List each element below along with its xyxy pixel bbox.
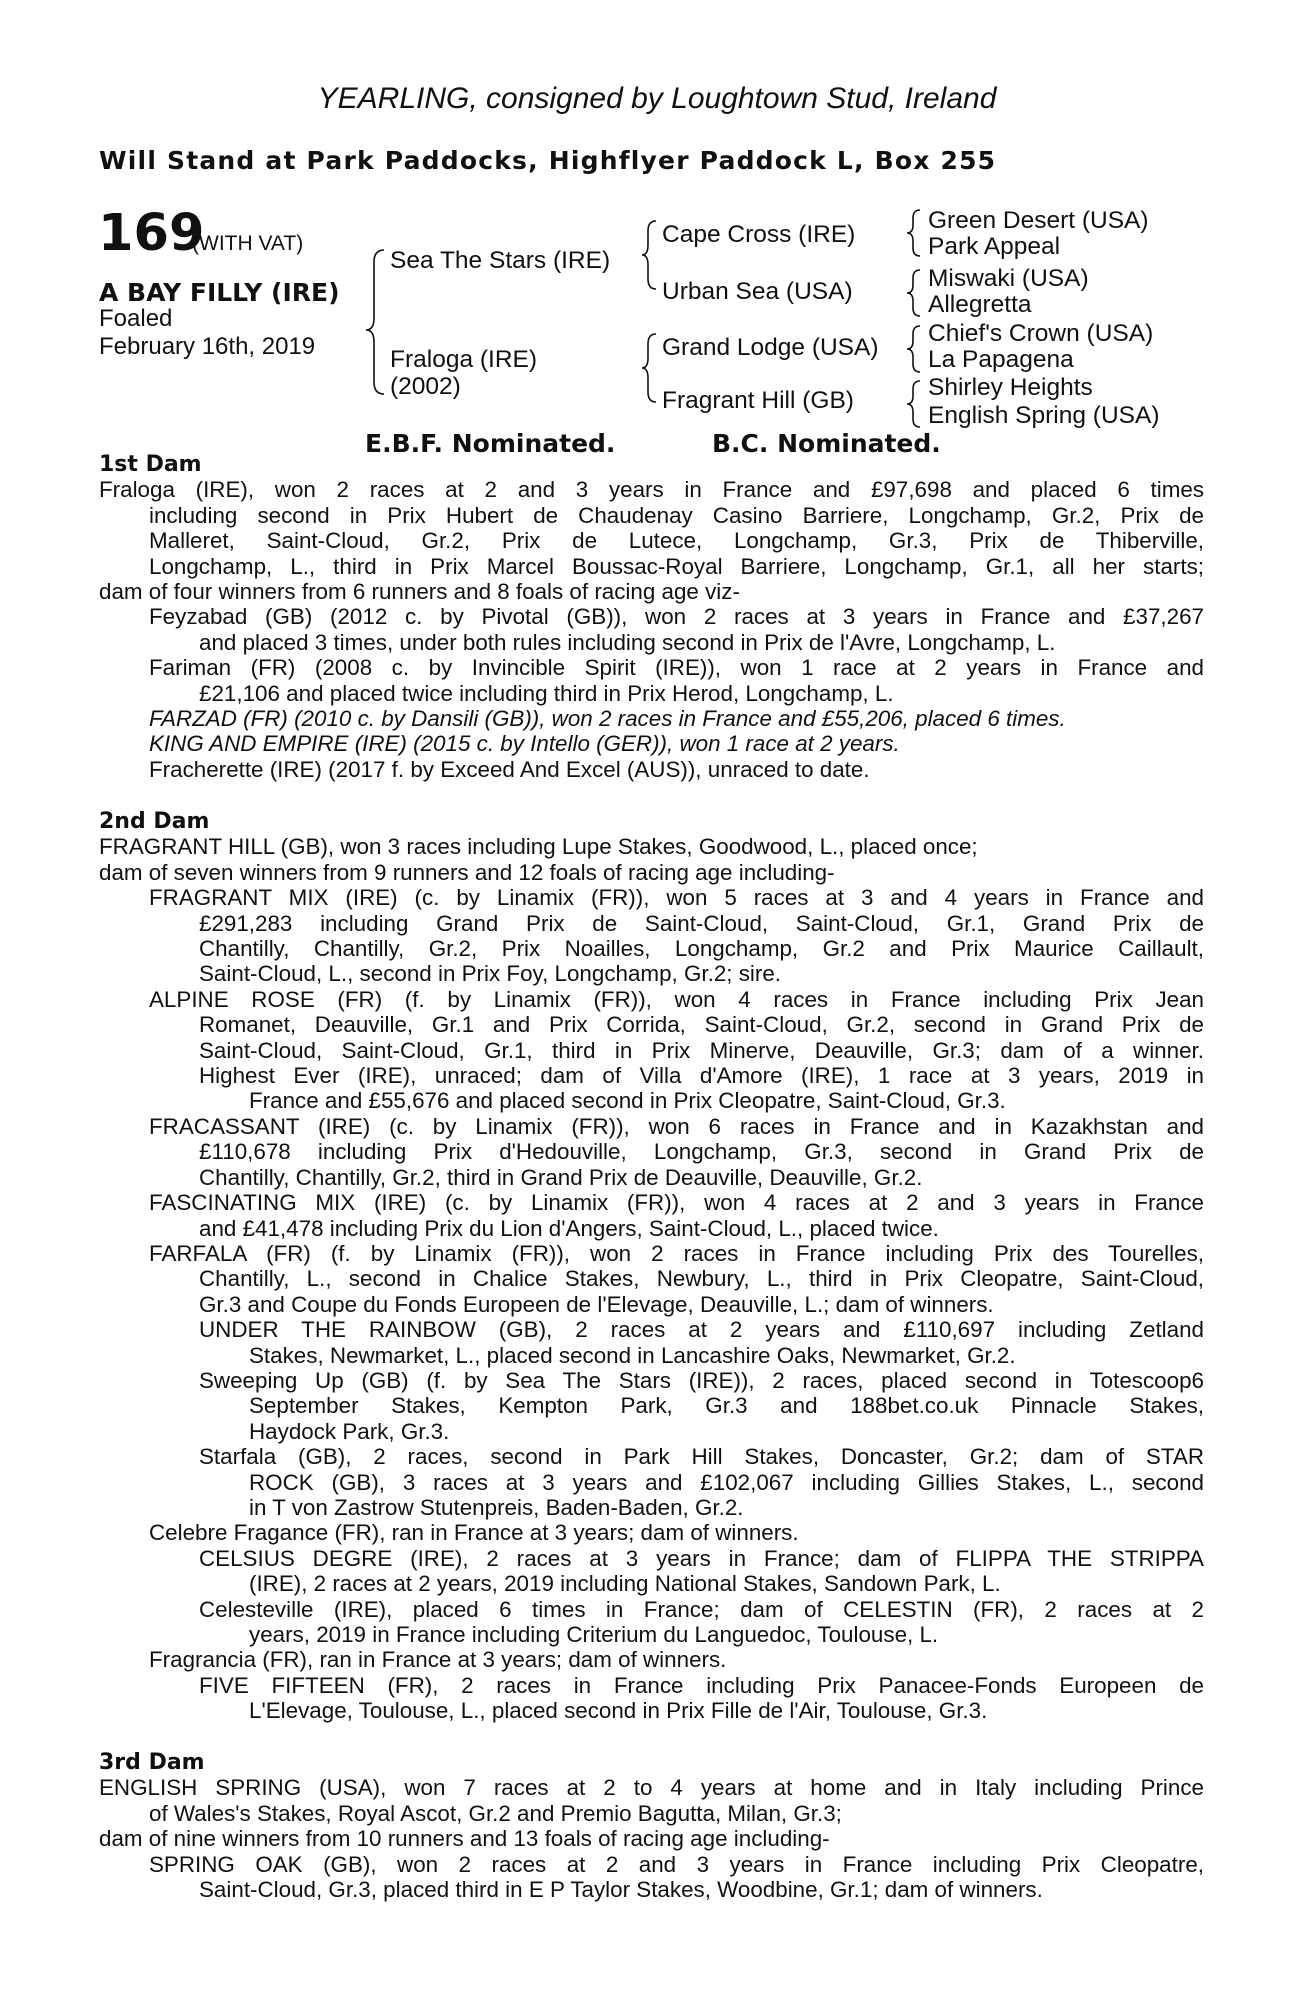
- bc-nominated: B.C. Nominated.: [712, 429, 941, 458]
- second-dam-line: UNDER THE RAINBOW (GB), 2 races at 2 years and £110,697 including Zetland: [199, 1317, 1204, 1343]
- second-dam-line: ALPINE ROSE (FR) (f. by Linamix (FR)), won 4 races in France including Prix Jean: [149, 986, 1204, 1012]
- second-dam-line: Sweeping Up (GB) (f. by Sea The Stars (IRE)), 2 races, placed second in Totescoop6: [199, 1367, 1204, 1393]
- pedigree-g3-5: Chief's Crown (USA): [928, 320, 1154, 347]
- bracket-gen3-d: [907, 381, 920, 427]
- second-dam-line: L'Elevage, Toulouse, L., placed second in Prix Fille de l'Air, Toulouse, Gr.3.: [249, 1698, 988, 1724]
- first-dam-line: Longchamp, L., third in Prix Marcel Boussac-Royal Barriere, Longchamp, Gr.1, all her starts;: [149, 553, 1204, 579]
- second-dam-line: Starfala (GB), 2 races, second in Park Hill Stakes, Doncaster, Gr.2; dam of STAR: [199, 1444, 1204, 1470]
- third-dam-line: Saint-Cloud, Gr.3, placed third in E P Taylor Stakes, Woodbine, Gr.1; dam of winners.: [199, 1877, 1043, 1903]
- pedigree-g3-2: Park Appeal: [928, 233, 1061, 260]
- pedigree-dam-year: (2002): [390, 373, 461, 400]
- second-dam-line: FRAGRANT MIX (IRE) (c. by Linamix (FR)), won 5 races at 3 and 4 years in France and: [149, 885, 1204, 911]
- bracket-gen2-dam: [642, 334, 656, 402]
- second-dam-line: (IRE), 2 races at 2 years, 2019 including National Stakes, Sandown Park, L.: [249, 1571, 1001, 1597]
- pedigree-sire-dam: Urban Sea (USA): [662, 278, 853, 305]
- second-dam-line: dam of seven winners from 9 runners and 12 foals of racing age including-: [99, 859, 835, 885]
- second-dam-line: France and £55,676 and placed second in Prix Cleopatre, Saint-Cloud, Gr.3.: [249, 1088, 1006, 1114]
- bracket-gen3-c: [907, 326, 920, 372]
- consignment-line: YEARLING, consigned by Loughtown Stud, Ireland: [317, 82, 997, 115]
- second-dam-line: £291,283 including Grand Prix de Saint-Cloud, Saint-Cloud, Gr.1, Grand Prix de: [199, 910, 1204, 936]
- second-dam-line: Saint-Cloud, Saint-Cloud, Gr.1, third in Prix Minerve, Deauville, Gr.3; dam of a winner.: [199, 1037, 1204, 1063]
- vat-note: (WITH VAT): [192, 232, 304, 255]
- second-dam-line: Romanet, Deauville, Gr.1 and Prix Corrida, Saint-Cloud, Gr.2, second in Grand Prix de: [199, 1012, 1204, 1038]
- second-dam-line: Fragrancia (FR), ran in France at 3 years; dam of winners.: [149, 1647, 727, 1673]
- third-dam-line: dam of nine winners from 10 runners and 13 foals of racing age including-: [99, 1826, 830, 1852]
- horse-description: A BAY FILLY (IRE): [99, 278, 340, 307]
- first-dam-line: dam of four winners from 6 runners and 8 foals of racing age viz-: [99, 579, 740, 605]
- pedigree-sire: Sea The Stars (IRE): [390, 247, 611, 274]
- first-dam-heading: 1st Dam: [99, 452, 202, 477]
- pedigree-dam-sire: Grand Lodge (USA): [662, 334, 879, 361]
- second-dam-line: FASCINATING MIX (IRE) (c. by Linamix (FR)), won 4 races at 2 and 3 years in France: [149, 1190, 1204, 1216]
- second-dam-line: Saint-Cloud, L., second in Prix Foy, Longchamp, Gr.2; sire.: [199, 961, 782, 987]
- second-dam-line: FIVE FIFTEEN (FR), 2 races in France including Prix Panacee-Fonds Europeen de: [199, 1672, 1204, 1698]
- bracket-gen3-a: [907, 210, 920, 256]
- second-dam-line: Celesteville (IRE), placed 6 times in France; dam of CELESTIN (FR), 2 races at 2: [199, 1596, 1204, 1622]
- stand-location: Will Stand at Park Paddocks, Highflyer Paddock L, Box 255: [99, 146, 997, 175]
- first-dam-line: Fraloga (IRE), won 2 races at 2 and 3 years in France and £97,698 and placed 6 times: [99, 477, 1204, 503]
- first-dam-line: including second in Prix Hubert de Chaudenay Casino Barriere, Longchamp, Gr.2, Prix de: [149, 502, 1204, 528]
- first-dam-line: Fariman (FR) (2008 c. by Invincible Spirit (IRE)), won 1 race at 2 years in France and: [149, 655, 1204, 681]
- pedigree-sire-sire: Cape Cross (IRE): [662, 221, 856, 248]
- second-dam-line: and £41,478 including Prix du Lion d'Angers, Saint-Cloud, L., placed twice.: [199, 1215, 939, 1241]
- first-dam-line: and placed 3 times, under both rules including second in Prix de l'Avre, Longchamp, L.: [199, 629, 1056, 655]
- third-dam-section: [99, 1750, 1204, 1902]
- second-dam-line: Chantilly, Chantilly, Gr.2, third in Grand Prix de Deauville, Deauville, Gr.2.: [199, 1164, 923, 1190]
- second-dam-line: September Stakes, Kempton Park, Gr.3 and 188bet.co.uk Pinnacle Stakes,: [249, 1393, 1204, 1419]
- second-dam-line: £110,678 including Prix d'Hedouville, Longchamp, Gr.3, second in Grand Prix de: [199, 1139, 1204, 1165]
- second-dam-heading: 2nd Dam: [99, 809, 210, 834]
- first-dam-line: Feyzabad (GB) (2012 c. by Pivotal (GB)), won 2 races at 3 years in France and £37,267: [149, 604, 1204, 630]
- pedigree-g3-3: Miswaki (USA): [928, 265, 1089, 292]
- second-dam-line: FARFALA (FR) (f. by Linamix (FR)), won 2 races in France including Prix des Tourelles,: [149, 1240, 1204, 1266]
- foaled-label: Foaled: [99, 305, 173, 332]
- pedigree-dam-dam: Fragrant Hill (GB): [662, 387, 854, 414]
- first-dam-line: KING AND EMPIRE (IRE) (2015 c. by Intello (GER)), won 1 race at 2 years.: [149, 731, 900, 757]
- third-dam-line: SPRING OAK (GB), won 2 races at 2 and 3 years in France including Prix Cleopatre,: [149, 1851, 1204, 1877]
- second-dam-line: Chantilly, L., second in Chalice Stakes, Newbury, L., third in Prix Cleopatre, Saint-Cloud,: [199, 1266, 1204, 1292]
- second-dam-line: years, 2019 in France including Criterium du Languedoc, Toulouse, L.: [249, 1622, 939, 1647]
- ebf-nominated: E.B.F. Nominated.: [365, 429, 616, 458]
- bracket-gen3-b: [907, 270, 920, 316]
- pedigree-g3-1: Green Desert (USA): [928, 207, 1149, 234]
- second-dam-line: in T von Zastrow Stutenpreis, Baden-Baden, Gr.2.: [249, 1494, 744, 1520]
- foaled-date: February 16th, 2019: [99, 333, 316, 360]
- third-dam-line: of Wales's Stakes, Royal Ascot, Gr.2 and Premio Bagutta, Milan, Gr.3;: [149, 1800, 842, 1826]
- first-dam-line: Fracherette (IRE) (2017 f. by Exceed And Excel (AUS)), unraced to date.: [149, 756, 870, 782]
- pedigree-g3-7: Shirley Heights: [928, 374, 1093, 401]
- second-dam-line: CELSIUS DEGRE (IRE), 2 races at 3 years in France; dam of FLIPPA THE STRIPPA: [199, 1545, 1204, 1571]
- bracket-gen1: [366, 250, 384, 394]
- second-dam-line: ROCK (GB), 3 races at 3 years and £102,067 including Gillies Stakes, L., second: [249, 1469, 1204, 1495]
- second-dam-line: FRACASSANT (IRE) (c. by Linamix (FR)), won 6 races in France and in Kazakhstan and: [149, 1113, 1204, 1139]
- first-dam-line: Malleret, Saint-Cloud, Gr.2, Prix de Lutece, Longchamp, Gr.3, Prix de Thiberville,: [149, 528, 1204, 554]
- first-dam-line: £21,106 and placed twice including third in Prix Herod, Longchamp, L.: [199, 680, 894, 706]
- first-dam-line: FARZAD (FR) (2010 c. by Dansili (GB)), won 2 races in France and £55,206, placed 6 times.: [149, 706, 1066, 732]
- lot-number: 169: [98, 204, 205, 263]
- pedigree-g3-8: English Spring (USA): [928, 402, 1160, 429]
- second-dam-line: FRAGRANT HILL (GB), won 3 races including Lupe Stakes, Goodwood, L., placed once;: [99, 834, 978, 860]
- second-dam-line: Chantilly, Chantilly, Gr.2, Prix Noailles, Longchamp, Gr.2 and Prix Maurice Caillault,: [199, 936, 1204, 962]
- third-dam-heading: 3rd Dam: [99, 1750, 205, 1775]
- pedigree-g3-4: Allegretta: [928, 291, 1032, 318]
- second-dam-line: Highest Ever (IRE), unraced; dam of Villa d'Amore (IRE), 1 race at 3 years, 2019 in: [199, 1063, 1204, 1089]
- bracket-gen2-sire: [642, 221, 656, 289]
- pedigree-dam: Fraloga (IRE): [390, 346, 538, 373]
- third-dam-line: ENGLISH SPRING (USA), won 7 races at 2 to 4 years at home and in Italy including Prince: [99, 1775, 1204, 1801]
- second-dam-line: Stakes, Newmarket, L., placed second in Lancashire Oaks, Newmarket, Gr.2.: [249, 1342, 1016, 1368]
- second-dam-line: Celebre Fragance (FR), ran in France at 3 years; dam of winners.: [149, 1520, 799, 1546]
- second-dam-line: Haydock Park, Gr.3.: [249, 1418, 450, 1444]
- pedigree-g3-6: La Papagena: [928, 346, 1074, 373]
- second-dam-section: [99, 809, 1204, 1724]
- first-dam-section: [99, 452, 1204, 782]
- second-dam-line: Gr.3 and Coupe du Fonds Europeen de l'Elevage, Deauville, L.; dam of winners.: [199, 1291, 994, 1317]
